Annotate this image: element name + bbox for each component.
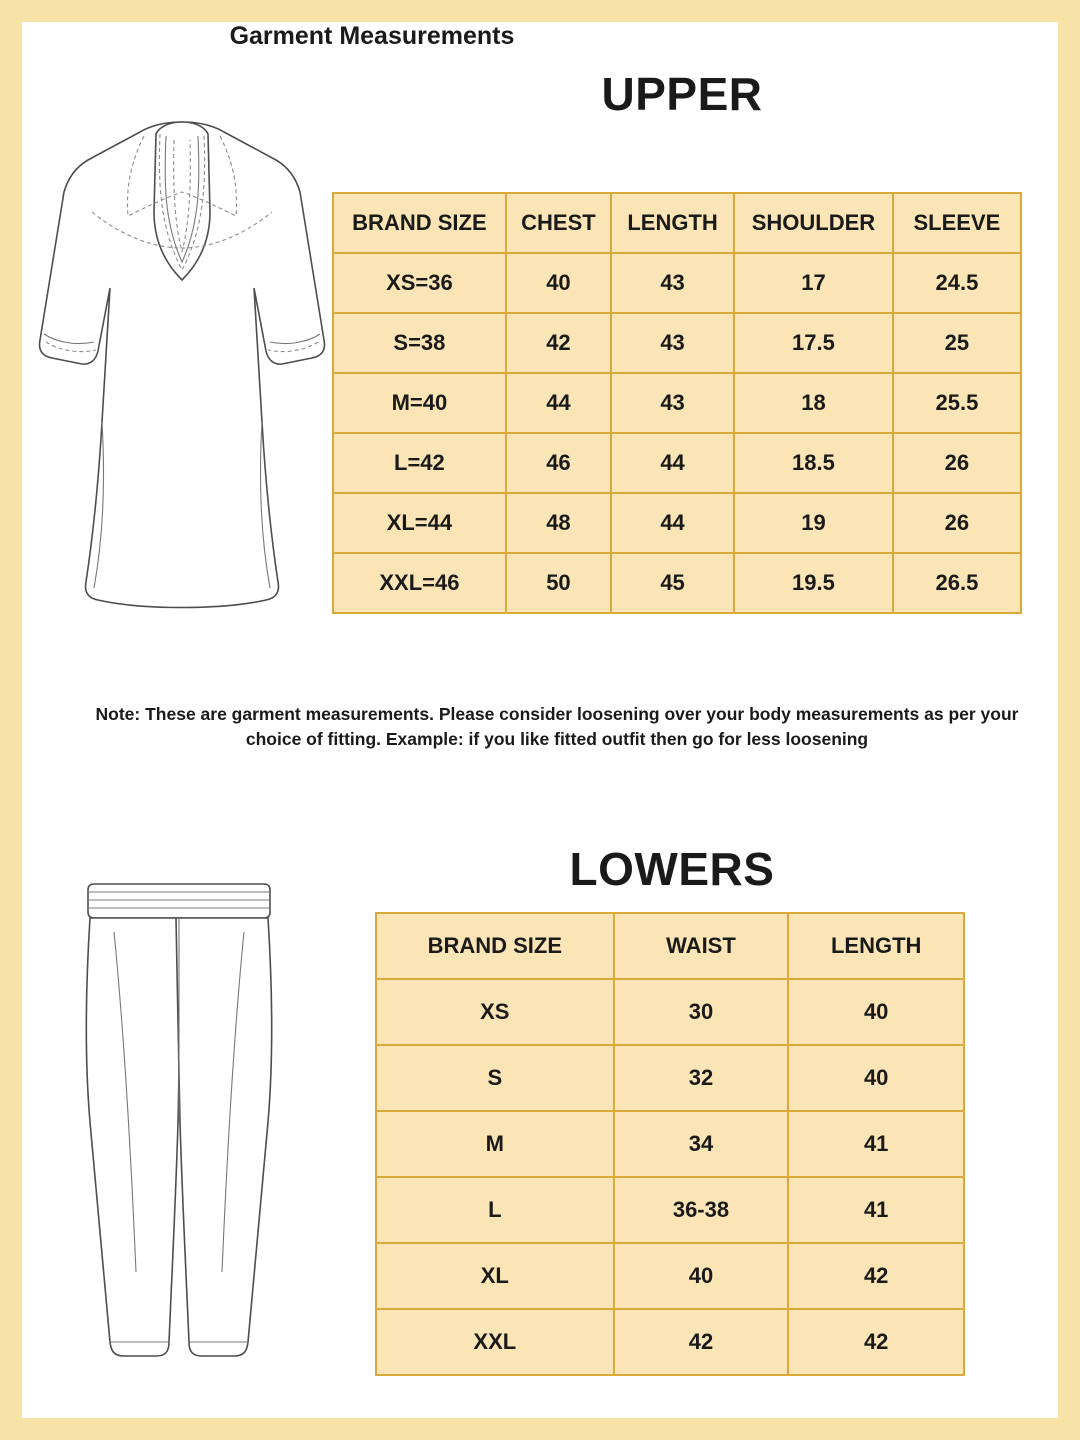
column-header-brand-size: BRAND SIZE [376,913,614,979]
cell-length: 41 [788,1177,964,1243]
cell-shoulder: 17.5 [734,313,893,373]
upper-subtitle: Garment Measurements [229,22,515,50]
cell-length: 40 [788,979,964,1045]
kurta-illustration [32,92,332,617]
cell-waist: 32 [614,1045,789,1111]
cell-brand-size: XS=36 [333,253,506,313]
cell-length: 42 [788,1243,964,1309]
cell-shoulder: 19.5 [734,553,893,613]
table-row [376,1045,964,1111]
cell-length: 45 [611,553,734,613]
cell-length: 41 [788,1111,964,1177]
column-header-length: LENGTH [788,913,964,979]
table-row [333,253,1021,313]
table-row [333,433,1021,493]
cell-brand-size: XL=44 [333,493,506,553]
cell-sleeve: 25.5 [893,373,1021,433]
cell-sleeve: 24.5 [893,253,1021,313]
cell-sleeve: 26 [893,433,1021,493]
upper-measurements-table [332,192,1022,614]
cell-chest: 48 [506,493,611,553]
cell-shoulder: 17 [734,253,893,313]
cell-brand-size: XXL [376,1309,614,1375]
lowers-title: LOWERS [569,843,775,895]
cell-length: 40 [788,1045,964,1111]
column-header-shoulder: SHOULDER [734,193,893,253]
table-row [333,313,1021,373]
cell-length: 44 [611,493,734,553]
table-row [376,1111,964,1177]
cell-waist: 40 [614,1243,789,1309]
table-row [376,1243,964,1309]
cell-shoulder: 18.5 [734,433,893,493]
cell-brand-size: S=38 [333,313,506,373]
cell-sleeve: 26.5 [893,553,1021,613]
measurement-note: Note: These are garment measurements. Please consider loosening over your body measurements as per your choice of fitting. Example: if you like fitted outfit then go for less loosening [95,704,1019,750]
table-row [376,979,964,1045]
column-header-sleeve: SLEEVE [893,193,1021,253]
cell-chest: 50 [506,553,611,613]
cell-length: 42 [788,1309,964,1375]
cell-brand-size: M=40 [333,373,506,433]
upper-section [22,22,1058,762]
cell-brand-size: M [376,1111,614,1177]
column-header-waist: WAIST [614,913,789,979]
cell-length: 44 [611,433,734,493]
cell-brand-size: L [376,1177,614,1243]
table-row [333,373,1021,433]
cell-chest: 46 [506,433,611,493]
pajama-illustration [52,872,322,1387]
cell-brand-size: L=42 [333,433,506,493]
cell-brand-size: S [376,1045,614,1111]
cell-waist: 30 [614,979,789,1045]
cell-sleeve: 25 [893,313,1021,373]
cell-brand-size: XL [376,1243,614,1309]
table-header-row [376,913,964,979]
cell-waist: 34 [614,1111,789,1177]
cell-shoulder: 19 [734,493,893,553]
cell-waist: 42 [614,1309,789,1375]
table-row [376,1177,964,1243]
cell-chest: 44 [506,373,611,433]
cell-length: 43 [611,313,734,373]
cell-length: 43 [611,373,734,433]
cell-chest: 40 [506,253,611,313]
cell-brand-size: XS [376,979,614,1045]
column-header-chest: CHEST [506,193,611,253]
cell-sleeve: 26 [893,493,1021,553]
cell-waist: 36-38 [614,1177,789,1243]
lowers-section [22,812,1058,1418]
column-header-brand-size: BRAND SIZE [333,193,506,253]
table-row [376,1309,964,1375]
cell-shoulder: 18 [734,373,893,433]
table-header-row [333,193,1021,253]
upper-title: UPPER [601,68,763,120]
size-chart-page [22,22,1058,1418]
lowers-measurements-table [375,912,965,1376]
column-header-length: LENGTH [611,193,734,253]
cell-chest: 42 [506,313,611,373]
cell-length: 43 [611,253,734,313]
cell-brand-size: XXL=46 [333,553,506,613]
table-row [333,493,1021,553]
table-row [333,553,1021,613]
